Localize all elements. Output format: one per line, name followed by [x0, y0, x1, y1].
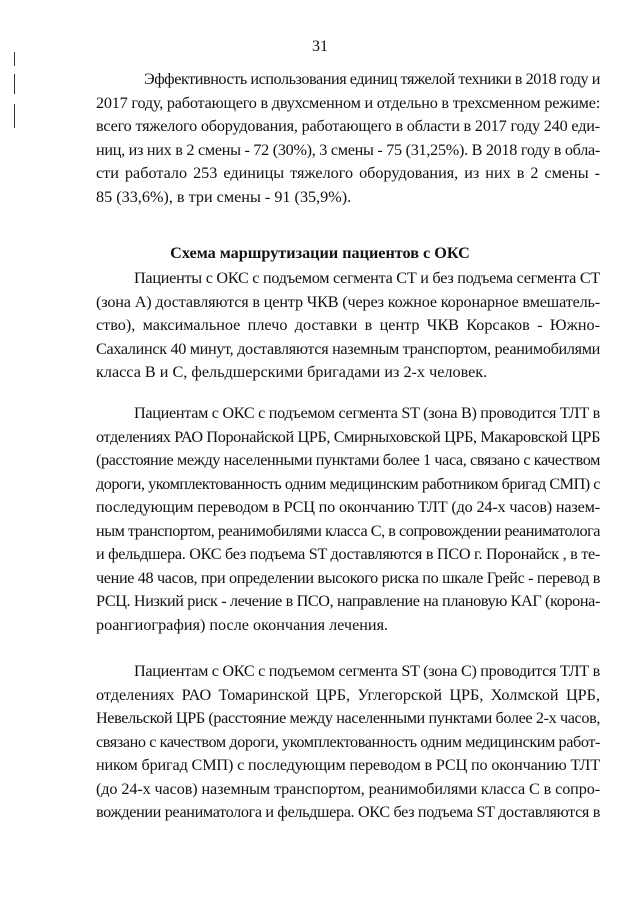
- text-line: Невельской ЦРБ (расстояние между населенными пунктами более 2-х часов,: [96, 709, 600, 727]
- text-line: последующим переводом в РСЦ по окончанию ТЛТ (до 24-х часов) назем-: [96, 498, 600, 516]
- paragraph-zone-a: [96, 267, 600, 385]
- text-line: 85 (33,6%), в три смены - 91 (35,9%).: [96, 187, 352, 206]
- text-line: (расстояние между населенными пунктами более 1 часа, связано с качеством: [96, 451, 600, 469]
- paragraph-zone-b: [96, 402, 600, 637]
- text-line: (зона А) доставляются в центр ЧКВ (через кожное коронарное вмешатель-: [96, 292, 600, 311]
- text-line: Пациентам с ОКС с подъемом сегмента ST (зона С) проводится ТЛТ в: [134, 662, 600, 680]
- text-line: Эффективность использования единиц тяжелой техники в 2018 году и: [144, 70, 600, 88]
- text-line: ным транспортом, реанимобилями класса С, в сопровождении реаниматолога: [96, 521, 600, 540]
- margin-mark: [14, 74, 15, 94]
- text-line: и фельдшера. ОКС без подъема ST доставляются в ПСО г. Поронайск , в те-: [96, 545, 600, 563]
- page-number: 31: [312, 38, 328, 55]
- text-line: сти работало 253 единицы тяжелого оборудования, из них в 2 смены -: [96, 164, 600, 182]
- text-line: вождении реаниматолога и фельдшера. ОКС без подъема ST доставляются в: [96, 803, 600, 821]
- text-line: РСЦ. Низкий риск - лечение в ПСО, направление на плановую КАГ (корона-: [96, 592, 600, 610]
- text-line: отделениях РАО Поронайской ЦРБ, Смирныховской ЦРБ, Макаровской ЦРБ: [96, 427, 600, 446]
- text-line: чение 48 часов, при определении высокого риска по шкале Грейс - перевод в: [96, 568, 600, 587]
- section-title: Схема маршрутизации пациентов с ОКС: [170, 244, 470, 262]
- text-line: ником бригад СМП) с последующим переводом в РСЦ по окончанию ТЛТ: [96, 756, 600, 774]
- text-line: отделениях РАО Томаринской ЦРБ, Углегорской ЦРБ, Холмской ЦРБ,: [96, 685, 600, 704]
- text-line: всего тяжелого оборудования, работающего в области в 2017 году 240 еди-: [96, 117, 600, 135]
- text-line: Пациентам с ОКС с подъемом сегмента ST (зона В) проводится ТЛТ в: [134, 404, 600, 422]
- text-line: дороги, укомплектованность одним медицинским работником бригад СМП) с: [96, 474, 600, 493]
- text-line: Пациенты с ОКС с подъемом сегмента СТ и без подъема сегмента СТ: [134, 269, 600, 287]
- text-line: связано с качеством дороги, укомплектованность одним медицинским работ-: [96, 732, 600, 751]
- text-line: ниц, из них в 2 смены - 72 (30%), 3 смены - 75 (31,25%). В 2018 году в обла-: [96, 140, 601, 159]
- paragraph-heavy-equipment: [96, 68, 600, 209]
- text-line: роангиография) после окончания лечения.: [96, 615, 389, 634]
- text-line: ство), максимальное плечо доставки в центр ЧКВ Корсаков - Южно-: [96, 316, 600, 334]
- paragraph-zone-c: [96, 660, 600, 825]
- margin-mark: [14, 104, 15, 128]
- text-line: (до 24-х часов) наземным транспортом, реанимобилями класса С в сопро-: [96, 779, 600, 798]
- text-line: класса В и С, фельдшерскими бригадами из 2-х человек.: [96, 363, 488, 381]
- text-line: Сахалинск 40 минут, доставляются наземным транспортом, реанимобилями: [96, 339, 600, 358]
- text-line: 2017 году, работающего в двухсменном и отдельно в трехсменном режиме:: [96, 93, 600, 112]
